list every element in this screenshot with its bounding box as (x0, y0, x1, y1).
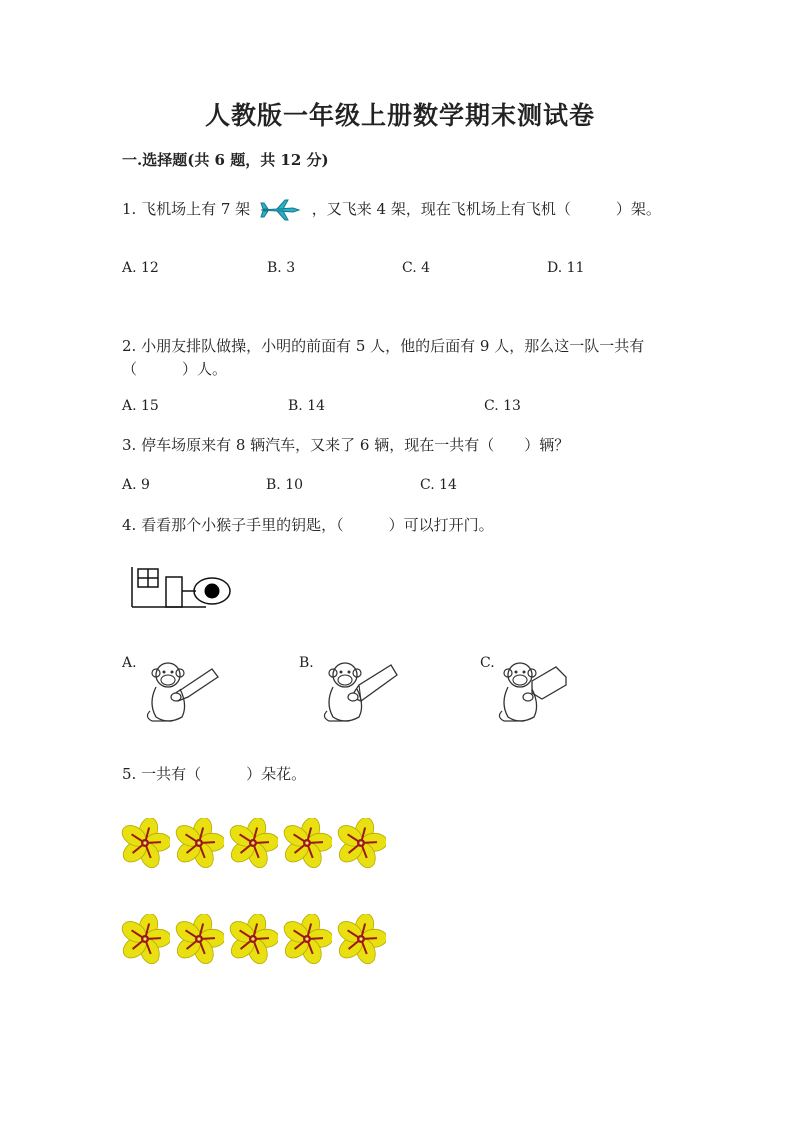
monkey-key-icon[interactable] (142, 655, 222, 725)
flower-icon (120, 914, 170, 964)
q1-option-a[interactable]: A. 12 (122, 260, 159, 276)
flower-group (120, 818, 400, 978)
q3-option-b[interactable]: B. 10 (266, 477, 304, 493)
flower-icon (336, 818, 386, 868)
question-5: 5. 一共有（ ）朵花。 (122, 765, 307, 783)
question-1-stem-after: ，又飞来 4 架，现在飞机场上有飞机（ ）架。 (311, 200, 661, 218)
monkey-key-icon[interactable] (319, 655, 399, 725)
q1-option-d[interactable]: D. 11 (547, 260, 585, 276)
flower-icon (228, 818, 278, 868)
question-1 (122, 197, 661, 222)
flower-icon (174, 914, 224, 964)
q1-option-b[interactable]: B. 3 (267, 260, 296, 276)
flower-icon (120, 818, 170, 868)
q2-option-c[interactable]: C. 13 (484, 398, 521, 414)
q4-option-b-label[interactable]: B. (299, 655, 314, 671)
flower-icon (228, 914, 278, 964)
flower-icon (174, 818, 224, 868)
airplane-icon (259, 198, 301, 222)
flower-icon (336, 914, 386, 964)
monkey-key-icon[interactable] (494, 655, 574, 725)
question-2-line-2: （ ）人。 (122, 360, 228, 378)
q4-option-a-label[interactable]: A. (122, 655, 137, 671)
q3-option-a[interactable]: A. 9 (122, 477, 150, 493)
q2-option-a[interactable]: A. 15 (122, 398, 159, 414)
page-title: 人教版一年级上册数学期末测试卷 (204, 101, 595, 130)
q3-option-c[interactable]: C. 14 (420, 477, 457, 493)
q1-option-c[interactable]: C. 4 (402, 260, 431, 276)
section-heading: 一.选择题(共 6 题，共 12 分) (122, 151, 329, 169)
q4-option-c-label[interactable]: C. (480, 655, 495, 671)
lock-diagram-icon (128, 565, 238, 611)
question-2-line-1: 2. 小朋友排队做操，小明的前面有 5 人，他的后面有 9 人，那么这一队一共有 (122, 337, 645, 355)
flower-icon (282, 818, 332, 868)
q2-option-b[interactable]: B. 14 (288, 398, 326, 414)
flower-icon (282, 914, 332, 964)
question-1-stem-before: 1. 飞机场上有 7 架 (122, 200, 251, 218)
question-3: 3. 停车场原来有 8 辆汽车，又来了 6 辆，现在一共有（ ）辆？ (122, 436, 570, 454)
question-4: 4. 看看那个小猴子手里的钥匙，（ ）可以打开门。 (122, 516, 494, 534)
